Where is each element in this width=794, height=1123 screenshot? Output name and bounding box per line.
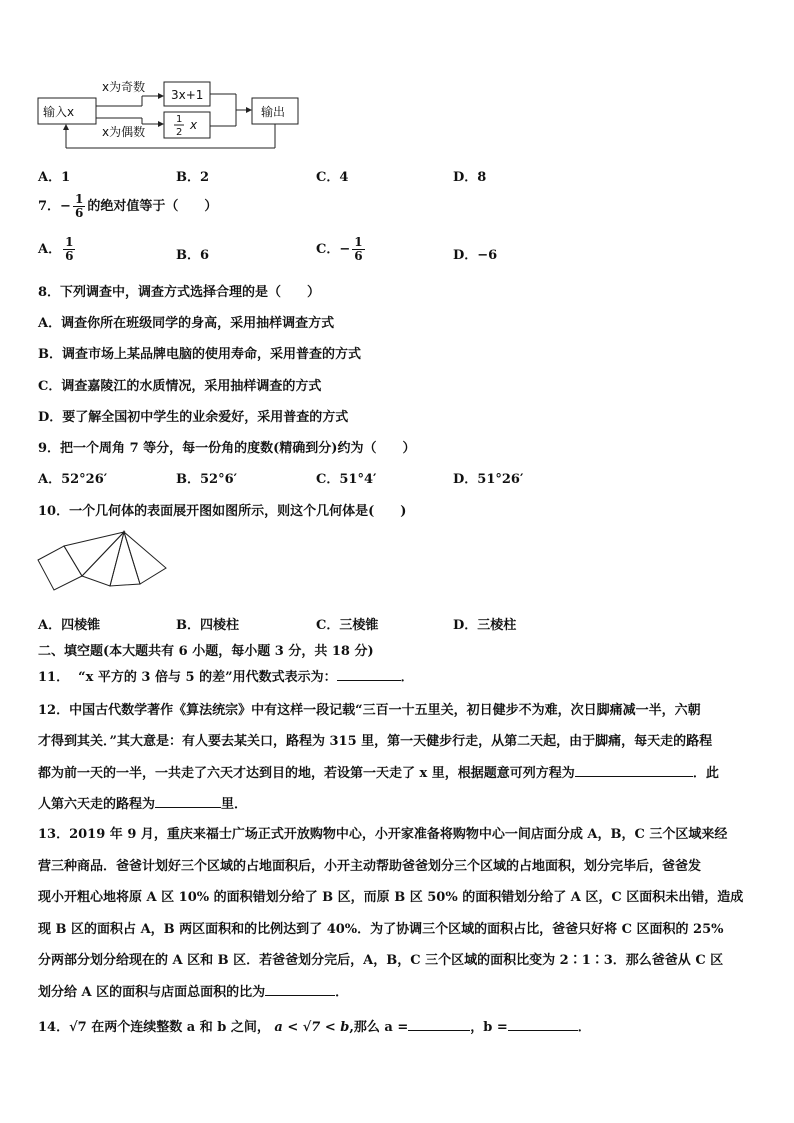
q14-sqrt: √7 (69, 1020, 87, 1035)
q8-option-a: A．调查你所在班级同学的身高，采用抽样调查方式 (38, 316, 335, 331)
q14: 14．√7 在两个连续整数 a 和 b 之间， a < √7 < b,那么 a = ，b = ． (38, 1016, 591, 1035)
flow-output-label: 输出 (261, 105, 286, 119)
q10-stem: 10．一个几何体的表面展开图如图所示，则这个几何体是( ) (38, 504, 407, 519)
flow-even-num: 1 (176, 114, 183, 125)
q13-answer-blank[interactable] (265, 982, 335, 996)
q14-a-blank[interactable] (408, 1017, 470, 1031)
q10-option-b: B．四棱柱 (176, 618, 239, 633)
q7-option-a: A． $\frac{1}{6}$ (38, 235, 74, 263)
q7-stem: 7．− $\frac{1}{6}$ 的绝对值等于（ ） (38, 192, 218, 220)
q6-option-c: C．4 (316, 170, 349, 185)
q12-line-2: 才得到其关．”其大意是：有人要去某关口，路程为 315 里，第一天健步行走，从第二天起，由于脚痛，每天走的路程 (38, 734, 713, 749)
flow-even-den: 2 (176, 127, 183, 138)
q12-line-4: 人第六天走的路程为 里． (38, 793, 247, 812)
q12-equation-blank[interactable] (575, 763, 693, 777)
q12-distance-blank[interactable] (155, 794, 221, 808)
q13-line-6: 划分给 A 区的面积与店面总面积的比为 ． (38, 981, 348, 1000)
q6-option-b: B．2 (176, 170, 210, 185)
q7-fraction: $\frac{1}{6}$ (74, 192, 84, 220)
flow-odd-expr: 3x+1 (171, 88, 204, 102)
flowchart-diagram (30, 74, 320, 156)
q13-line-4: 现 B 区的面积占 A，B 两区面积和的比例达到了 40%．为了协调三个区域的面积占比，爸爸只好将 C 区面积的 25% (38, 922, 724, 937)
q6-option-a: A．1 (38, 170, 71, 185)
q9-option-a: A．52°26′ (38, 472, 108, 487)
q8-option-d: D．要了解全国初中学生的业余爱好，采用普查的方式 (38, 410, 349, 425)
q7-option-b: B．6 (176, 248, 210, 263)
q11-answer-blank[interactable] (337, 667, 401, 681)
q8-option-c: C．调查嘉陵江的水质情况，采用抽样调查的方式 (38, 379, 322, 394)
q7-number: 7． (38, 199, 61, 214)
q11: 11． “x 平方的 3 倍与 5 的差”用代数式表示为： ． (38, 666, 414, 685)
q12-line-3: 都为前一天的一半，一共走了六天才达到目的地，若设第一天走了 x 里，根据题意可列方程为 ．此 (38, 762, 719, 781)
flow-even-box (164, 112, 210, 138)
q10-option-c: C．三棱锥 (316, 618, 379, 633)
q7-option-c: C．− $\frac{1}{6}$ (316, 235, 363, 263)
flow-even-var: x (190, 118, 198, 132)
q9-option-c: C．51°4′ (316, 472, 377, 487)
q8-stem: 8．下列调查中，调查方式选择合理的是（ ） (38, 285, 321, 300)
q13-line-2: 营三种商品．爸爸计划好三个区域的占地面积后，小开主动帮助爸爸划分三个区域的占地面积，划分完毕后，爸爸发 (38, 859, 702, 874)
q10-option-a: A．四棱锥 (38, 618, 101, 633)
q9-option-b: B．52°6′ (176, 472, 238, 487)
net-diagram (36, 528, 171, 594)
q13-line-1: 13．2019 年 9 月，重庆来福士广场正式开放购物中心，小开家准备将购物中心一间店面分成 A，B，C 三个区域来经 (38, 827, 728, 842)
q14-b-blank[interactable] (508, 1017, 578, 1031)
q13-line-5: 分两部分划分给现在的 A 区和 B 区．若爸爸划分完后，A，B，C 三个区域的面积比变为 2∶1∶3．那么爸爸从 C 区 (38, 953, 724, 968)
flow-input-label: 输入x (43, 105, 75, 119)
q10-option-d: D．三棱柱 (453, 618, 517, 633)
q12-line-1: 12．中国古代数学著作《算法统宗》中有这样一段记载“三百一十五里关，初日健步不为难，次日脚痛减一半，六朝 (38, 703, 701, 718)
flow-odd-label: x为奇数 (102, 80, 146, 94)
q13-line-3: 现小开粗心地将原 A 区 10% 的面积错划分给了 B 区，而原 B 区 50% 的面积错划分给了 A 区，C 区面积未出错，造成 (38, 890, 744, 905)
flow-even-label: x为偶数 (102, 125, 146, 139)
q7-text: 的绝对值等于（ ） (87, 199, 218, 214)
q6-option-d: D．8 (453, 170, 487, 185)
q7-option-d: D．−6 (453, 248, 498, 263)
q14-inequality: a < √7 < b (274, 1020, 350, 1035)
section-2-heading: 二、填空题(本大题共有 6 小题，每小题 3 分，共 18 分) (38, 644, 374, 659)
q9-stem: 9．把一个周角 7 等分，每一份角的度数(精确到分)约为（ ） (38, 441, 416, 456)
q8-option-b: B．调查市场上某品牌电脑的使用寿命，采用普查的方式 (38, 347, 361, 362)
q9-option-d: D．51°26′ (453, 472, 524, 487)
